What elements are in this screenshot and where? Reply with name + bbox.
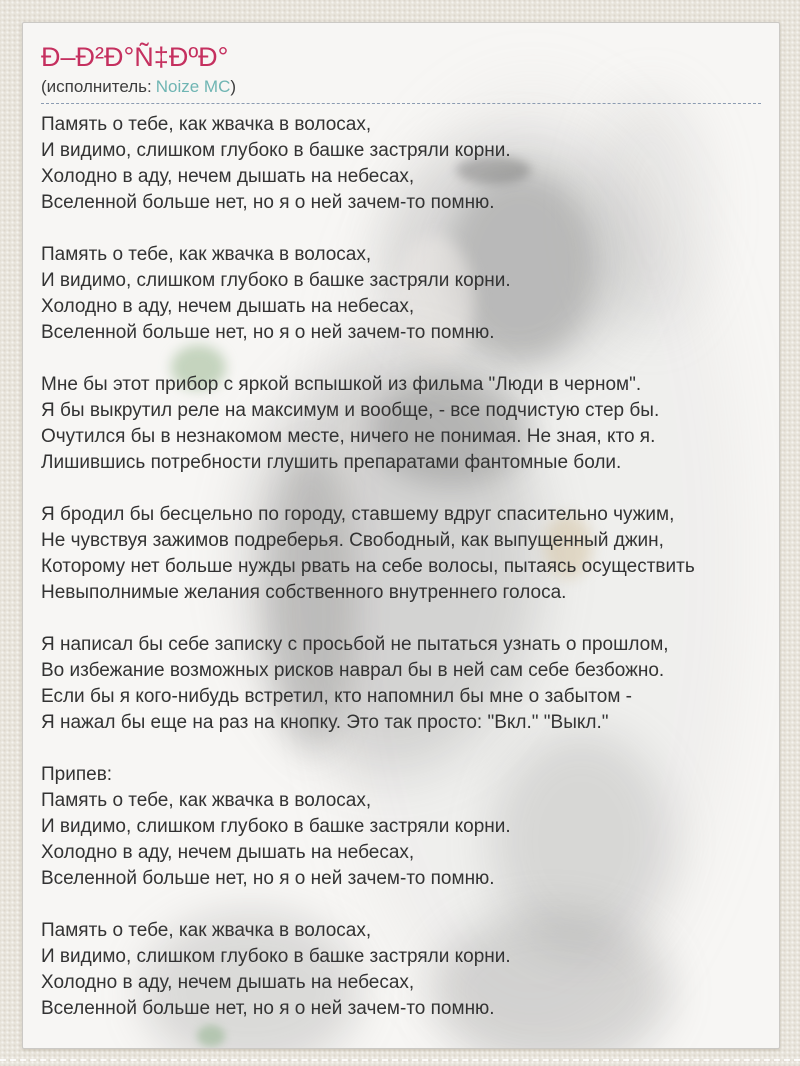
lyric-line: Память о тебе, как жвачка в волосах,: [41, 920, 372, 941]
lyric-line: Память о тебе, как жвачка в волосах,: [41, 244, 372, 265]
lyric-line: Которому нет больше нужды рвать на себе волосы, пытаясь осуществить: [41, 556, 695, 577]
lyric-line: Вселенной больше нет, но я о ней зачем-то помню.: [41, 322, 495, 343]
lyric-line: Мне бы этот прибор с яркой вспышкой из фильма "Люди в черном".: [41, 374, 642, 395]
lyric-line: Лишившись потребности глушить препаратами фантомные боли.: [41, 452, 622, 473]
lyric-line: Не чувствуя зажимов подреберья. Свободный, как выпущенный джин,: [41, 530, 664, 551]
artist-link[interactable]: Noize MC: [155, 77, 231, 96]
lyric-line: Холодно в аду, нечем дышать на небесах,: [41, 296, 415, 317]
artist-line-close: ): [230, 77, 237, 96]
stanza: [41, 112, 761, 216]
stanza: [41, 632, 761, 736]
lyric-line: Холодно в аду, нечем дышать на небесах,: [41, 972, 415, 993]
lyric-line: И видимо, слишком глубоко в башке застряли корни.: [41, 946, 511, 967]
photo-green-dot: [197, 1025, 225, 1047]
lyric-line: Я бы выкрутил реле на максимум и вообще, - все подчистую стер бы.: [41, 400, 660, 421]
card-content: [23, 23, 779, 1022]
lyric-line: И видимо, слишком глубоко в башке застряли корни.: [41, 270, 511, 291]
artist-line: [41, 76, 761, 104]
lyric-line: Невыполнимые желания собственного внутреннего голоса.: [41, 582, 567, 603]
lyric-line: Вселенной больше нет, но я о ней зачем-то помню.: [41, 868, 495, 889]
lyric-line: Память о тебе, как жвачка в волосах,: [41, 114, 372, 135]
stanza: [41, 918, 761, 1022]
lyric-line: Я написал бы себе записку с просьбой не пытаться узнать о прошлом,: [41, 634, 669, 655]
lyric-line: Холодно в аду, нечем дышать на небесах,: [41, 842, 415, 863]
lyric-line: Вселенной больше нет, но я о ней зачем-то помню.: [41, 998, 495, 1019]
lyric-line: Холодно в аду, нечем дышать на небесах,: [41, 166, 415, 187]
lyrics-card: [22, 22, 780, 1049]
lyric-line: И видимо, слишком глубоко в башке застряли корни.: [41, 816, 511, 837]
lyric-line: Припев:: [41, 764, 113, 785]
stanza: [41, 372, 761, 476]
lyric-line: Вселенной больше нет, но я о ней зачем-то помню.: [41, 192, 495, 213]
lyric-line: Если бы я кого-нибудь встретил, кто напомнил бы мне о забытом -: [41, 686, 632, 707]
lyric-line: Я бродил бы бесцельно по городу, ставшему вдруг спасительно чужим,: [41, 504, 675, 525]
lyric-line: Я нажал бы еще на раз на кнопку. Это так просто: "Вкл." "Выкл.": [41, 712, 609, 733]
stanza: [41, 762, 761, 892]
stanza: [41, 242, 761, 346]
page-perforation-divider: [0, 1059, 800, 1061]
lyric-line: И видимо, слишком глубоко в башке застряли корни.: [41, 140, 511, 161]
artist-label: (исполнитель:: [41, 77, 152, 96]
lyric-line: Во избежание возможных рисков наврал бы в ней сам себе безбожно.: [41, 660, 665, 681]
lyrics-text: [41, 112, 761, 1022]
page-title: Ð–Ð²Ð°Ñ‡ÐºÐ°: [41, 42, 229, 72]
stanza: [41, 502, 761, 606]
lyric-line: Память о тебе, как жвачка в волосах,: [41, 790, 372, 811]
lyric-line: Очутился бы в незнакомом месте, ничего не понимая. Не зная, кто я.: [41, 426, 656, 447]
